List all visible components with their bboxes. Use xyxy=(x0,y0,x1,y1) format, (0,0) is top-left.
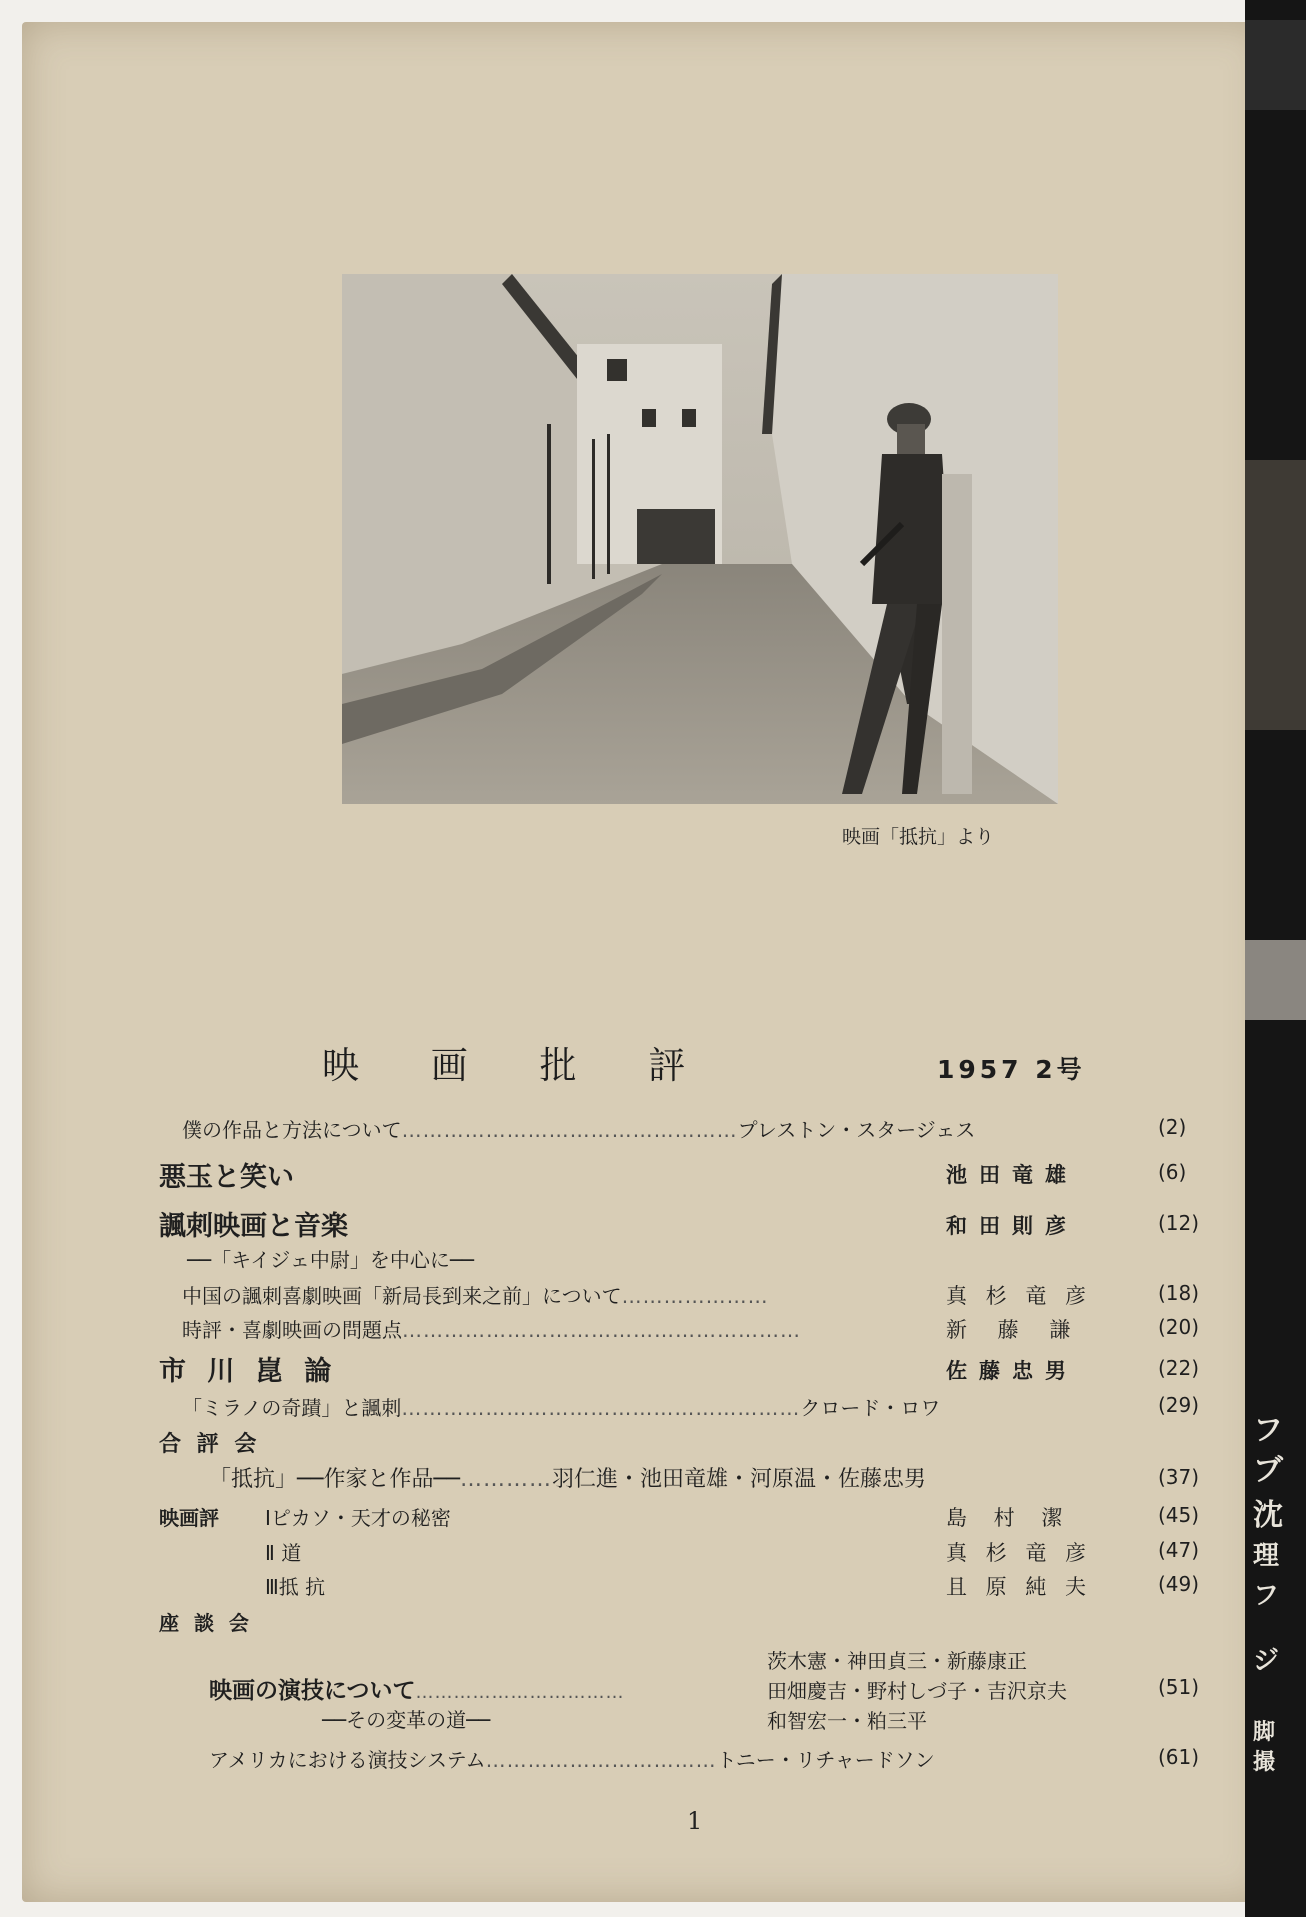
toc-entry-title: 時評・喜劇映画の問題点………………………………………………… xyxy=(182,1318,801,1342)
toc-entry-title: 悪玉と笑い xyxy=(159,1162,294,1193)
toc-page-number: (20) xyxy=(1158,1315,1200,1339)
toc-author: 池田竜雄 xyxy=(946,1163,1078,1187)
adjacent-page-edge xyxy=(1245,0,1306,1917)
strip-glyph: ブ xyxy=(1253,1453,1283,1488)
toc-page-number: (37) xyxy=(1158,1465,1200,1489)
strip-glyph: 沈 xyxy=(1253,1498,1283,1533)
toc-page-number: (6) xyxy=(1158,1160,1187,1184)
toc-entry-title: Ⅰピカソ・天才の秘密 xyxy=(265,1506,451,1530)
toc-page-number: (61) xyxy=(1158,1745,1200,1769)
toc-author: 真 杉 竜 彦 xyxy=(946,1541,1093,1565)
toc-section-heading: 合 評 会 xyxy=(159,1432,261,1457)
toc-entry-title: アメリカにおける演技システム……………………………トニー・リチャードソン xyxy=(209,1748,935,1772)
toc-page-number: (49) xyxy=(1158,1572,1200,1596)
issue-number: 1957 2号 xyxy=(937,1055,1086,1084)
toc-entry-title: 諷刺映画と音楽 xyxy=(159,1211,348,1242)
toc-entry-title: 中国の諷刺喜劇映画「新局長到来之前」について………………… xyxy=(182,1284,769,1308)
toc-section-heading: 座 談 会 xyxy=(159,1611,253,1635)
toc-author: 茨木憲・神田貞三・新藤康正 xyxy=(767,1649,1027,1673)
strip-glyph: ジ xyxy=(1253,1646,1280,1676)
toc-entry-title: 「ミラノの奇蹟」と諷刺…………………………………………………クロード・ロワ xyxy=(182,1396,941,1420)
toc-page-number: (18) xyxy=(1158,1281,1200,1305)
photo-caption: 映画「抵抗」より xyxy=(842,826,995,848)
toc-author: 和田則彦 xyxy=(946,1214,1078,1238)
toc-section-heading: 映画評 xyxy=(159,1506,219,1530)
toc-author: 田畑慶吉・野村しづ子・吉沢京夫 xyxy=(767,1679,1067,1703)
strip-glyph: フ xyxy=(1253,1413,1283,1448)
toc-page-number: (22) xyxy=(1158,1356,1200,1380)
toc-page-number: (45) xyxy=(1158,1503,1200,1527)
toc-author: 新 藤 謙 xyxy=(946,1318,1083,1342)
toc-subtitle: ──その変革の道── xyxy=(322,1708,491,1732)
toc-entry-title: Ⅱ 道 xyxy=(265,1541,302,1565)
toc-entry-title: 「抵抗」──作家と作品──…………羽仁進・池田竜雄・河原温・佐藤忠男 xyxy=(209,1467,926,1492)
toc-author: 且 原 純 夫 xyxy=(946,1575,1093,1599)
strip-glyph: 脚 xyxy=(1253,1720,1276,1745)
strip-glyph: 理 xyxy=(1253,1541,1280,1571)
toc-page-number: (2) xyxy=(1158,1115,1187,1139)
toc-page-number: (12) xyxy=(1158,1211,1200,1235)
toc-page-number: (51) xyxy=(1158,1675,1200,1699)
toc-entry-title: 市 川 崑 論 xyxy=(159,1356,338,1387)
strip-glyph: フ xyxy=(1253,1581,1280,1611)
magazine-title: 映 画 批 評 xyxy=(322,1044,716,1087)
toc-author: 佐藤忠男 xyxy=(946,1359,1078,1383)
toc-entry-title: Ⅲ抵 抗 xyxy=(265,1575,326,1599)
film-still-photo xyxy=(342,274,1058,804)
toc-subtitle: ──「キイジェ中尉」を中心に── xyxy=(187,1248,474,1272)
toc-page-number: (47) xyxy=(1158,1538,1200,1562)
toc-author: 和智宏一・粕三平 xyxy=(767,1709,927,1733)
toc-author: 島 村 潔 xyxy=(946,1506,1073,1530)
strip-glyph: 撮 xyxy=(1253,1750,1276,1775)
magazine-page xyxy=(22,22,1267,1902)
page-number: 1 xyxy=(687,1807,703,1835)
toc-author: 真 杉 竜 彦 xyxy=(946,1284,1093,1308)
toc-entry-title: 映画の演技について…………………………… xyxy=(209,1678,625,1704)
toc-page-number: (29) xyxy=(1158,1393,1200,1417)
toc-entry-title: 僕の作品と方法について…………………………………………プレストン・スタージェス xyxy=(182,1118,976,1142)
